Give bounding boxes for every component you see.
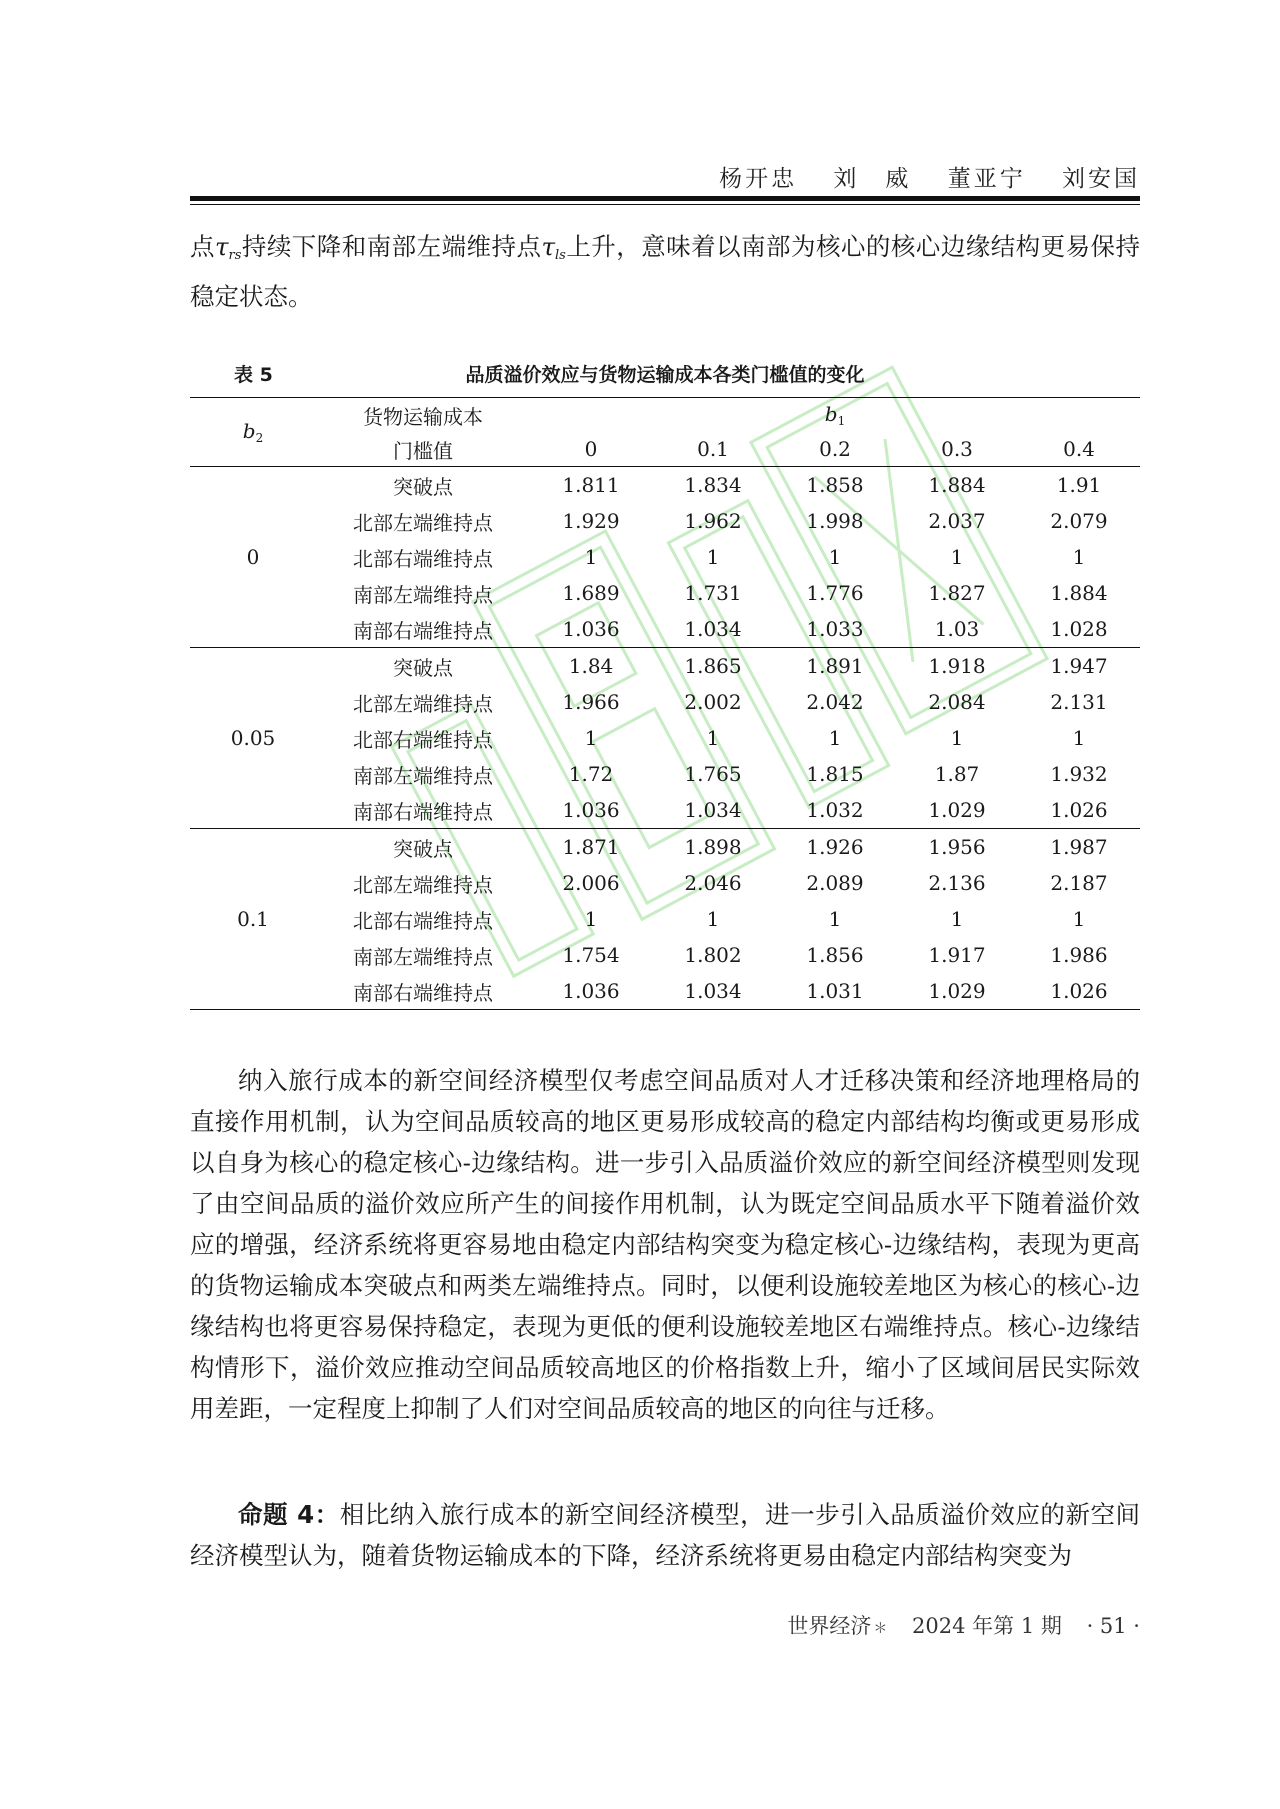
row-label: 突破点 [393,655,453,680]
row-label: 南部左端维持点 [353,944,493,969]
tau-subscript: rs [228,248,242,263]
cell-value: 1.765 [684,762,742,786]
author-name: 杨开忠 [719,166,798,192]
header-indicator: 货物运输成本 [363,404,483,429]
cell-value: 2.136 [928,871,986,895]
row-label: 北部左端维持点 [353,691,493,716]
table-row [190,829,1140,866]
cell-value: 1.834 [684,473,742,497]
cell-value: 1.956 [928,835,986,859]
table-row [190,611,1140,648]
cell-value: 1 [828,907,842,931]
cell-value: 1.84 [568,654,614,678]
cell-value: 1.827 [928,581,986,605]
cell-value: 1 [706,545,720,569]
cell-value: 1.898 [684,835,742,859]
cell-value: 1.026 [1050,798,1108,822]
table-row [190,467,1140,504]
cell-value: 1.871 [562,835,620,859]
cell-value: 2.079 [1050,509,1108,533]
cell-value: 1.034 [684,798,742,822]
b1-value: 0.2 [819,437,851,461]
cell-value: 1.966 [562,690,620,714]
cell-value: 1.689 [562,581,620,605]
cell-value: 1.033 [806,617,864,641]
row-label: 北部左端维持点 [353,510,493,535]
cell-value: 1 [1072,545,1086,569]
cell-value: 1 [584,726,598,750]
cell-value: 1.036 [562,979,620,1003]
journal-name: 世界经济 [787,1614,872,1638]
table-row [190,720,1140,756]
row-label: 南部右端维持点 [353,980,493,1005]
cell-value: 1.72 [568,762,614,786]
cell-value: 1.917 [928,943,986,967]
table-row [190,937,1140,973]
cell-value: 2.006 [562,871,620,895]
cell-value: 1.998 [806,509,864,533]
cell-value: 1.029 [928,798,986,822]
table-group [190,648,1140,829]
tau-symbol: τ [541,232,556,261]
cell-value: 1 [950,545,964,569]
cell-value: 1.029 [928,979,986,1003]
row-label: 南部右端维持点 [353,618,493,643]
cell-value: 1.036 [562,798,620,822]
table-row [190,865,1140,901]
cell-value: 1.856 [806,943,864,967]
cell-value: 1.031 [806,979,864,1003]
cell-value: 2.187 [1050,871,1108,895]
b1-value: 0.1 [697,437,729,461]
table-row [190,539,1140,575]
cell-value: 2.084 [928,690,986,714]
row-label: 南部右端维持点 [353,799,493,824]
cell-value: 1 [584,907,598,931]
tau-symbol: τ [214,232,229,261]
cell-value: 1.87 [934,762,980,786]
header-indicator-line2: 门槛值 [393,438,453,463]
text-run: 点 [190,232,215,261]
body-paragraph: 纳入旅行成本的新空间经济模型仅考虑空间品质对人才迁移决策和经济地理格局的直接作用机制，认为空间品质较高的地区更易形成较高的稳定内部结构均衡或更易形成以自身为核心的稳定核心-边缘结构。进一步引入品质溢价效应的新空间经济模型则发现了由空间品质的溢价效应所产生的间接作用机制，认为既定空间品质水平下随着溢价效应的增强，经济系统将更容易地由稳定内部结构突变为稳定核心-边缘结构，表现为更高的货物运输成本突破点和两类左端维持点。同时，以便利设施较差地区为核心的核心-边缘结构也将更容易保持稳定，表现为更低的便利设施较差地区右端维持点。核心-边缘结构情形下，溢价效应推动空间品质较高地区的价格指数上升，缩小了区域间居民实际效用差距，一定程度上抑制了人们对空间品质较高的地区的向往与迁移。 [190,1066,1140,1423]
cell-value: 1 [1072,726,1086,750]
b1-value: 0.3 [941,437,973,461]
table-row [190,684,1140,720]
cell-value: 1 [1072,907,1086,931]
table-row [190,901,1140,937]
cell-value: 1.884 [928,473,986,497]
intro-paragraph [190,226,1140,317]
cell-value: 1.776 [806,581,864,605]
table-row [190,756,1140,792]
cell-value: 2.046 [684,871,742,895]
cell-value: 1 [950,907,964,931]
b2-value: 0.05 [230,726,276,750]
row-label: 南部左端维持点 [353,582,493,607]
proposition-paragraph [190,1494,1140,1576]
cell-value: 2.002 [684,690,742,714]
header-rule-thin [190,204,1140,205]
cell-value: 1.987 [1050,835,1108,859]
cell-value: 1.891 [806,654,864,678]
cell-value: 1.03 [934,617,980,641]
text-run: 上升，意味着以南部为核心的核心边缘结构更易保持稳定状态。 [190,232,1141,311]
table-group [190,829,1140,1010]
cell-value: 1 [706,726,720,750]
cell-value: 1.926 [806,835,864,859]
journal-star: ＊ [873,1621,888,1637]
cell-value: 1.986 [1050,943,1108,967]
header-b2: $b_2$ [242,419,264,445]
table-row [190,503,1140,539]
cell-value: 1.815 [806,762,864,786]
b2-value: 0.1 [237,907,269,931]
cell-value: 1.918 [928,654,986,678]
author-name: 董亚宁 [947,166,1026,192]
header-rule-thick [190,196,1140,201]
table-group [190,467,1140,648]
cell-value: 1.932 [1050,762,1108,786]
cell-value: 1.731 [684,581,742,605]
tau-subscript: ls [555,248,566,263]
cell-value: 2.089 [806,871,864,895]
cell-value: 1 [828,726,842,750]
cell-value: 1.858 [806,473,864,497]
cell-value: 1.754 [562,943,620,967]
b1-value: 0.4 [1063,437,1095,461]
issue-info: 2024 年第 1 期 [912,1614,1062,1638]
text-run: 持续下降和南部左端维持点 [241,232,542,261]
cell-value: 1.947 [1050,654,1108,678]
cell-value: 1.91 [1056,473,1102,497]
cell-value: 1 [950,726,964,750]
row-label: 南部左端维持点 [353,763,493,788]
row-label: 北部左端维持点 [353,872,493,897]
cell-value: 1.802 [684,943,742,967]
cell-value: 2.131 [1050,690,1108,714]
page-footer [190,1610,1140,1640]
table-caption [190,360,1140,390]
cell-value: 1.811 [562,473,620,497]
cell-value: 1 [828,545,842,569]
table-row [190,575,1140,611]
row-label: 北部右端维持点 [353,908,493,933]
row-label: 突破点 [393,836,453,861]
threshold-table [190,397,1140,1010]
cell-value: 1.962 [684,509,742,533]
table-row [190,648,1140,685]
proposition-text: 相比纳入旅行成本的新空间经济模型，进一步引入品质溢价效应的新空间经济模型认为，随着货物运输成本的下降，经济系统将更易由稳定内部结构突变为 [190,1500,1141,1570]
row-label: 北部右端维持点 [353,727,493,752]
cell-value: 1.034 [684,979,742,1003]
cell-value: 1 [584,545,598,569]
table-label: 表 5 [234,364,273,386]
row-label: 北部右端维持点 [353,546,493,571]
cell-value: 1.026 [1050,979,1108,1003]
author-name: 刘安国 [1062,166,1140,192]
cell-value: 1.884 [1050,581,1108,605]
b1-value: 0 [584,437,598,461]
table-title: 品质溢价效应与货物运输成本各类门槛值的变化 [465,364,865,386]
cell-value: 1.034 [684,617,742,641]
cell-value: 1.865 [684,654,742,678]
cell-value: 2.042 [806,690,864,714]
cell-value: 1.036 [562,617,620,641]
proposition-lead: 命题 4： [238,1500,340,1529]
table-row [190,973,1140,1010]
running-header-authors [190,160,1140,193]
cell-value: 1.032 [806,798,864,822]
cell-value: 1.028 [1050,617,1108,641]
cell-value: 1 [706,907,720,931]
author-name: 刘 威 [833,166,912,192]
header-b1: $b_1$ [824,402,846,428]
cell-value: 1.929 [562,509,620,533]
b2-value: 0 [246,545,260,569]
row-label: 突破点 [393,474,453,499]
cell-value: 2.037 [928,509,986,533]
page-number: · 51 · [1086,1614,1140,1638]
table-row [190,792,1140,829]
